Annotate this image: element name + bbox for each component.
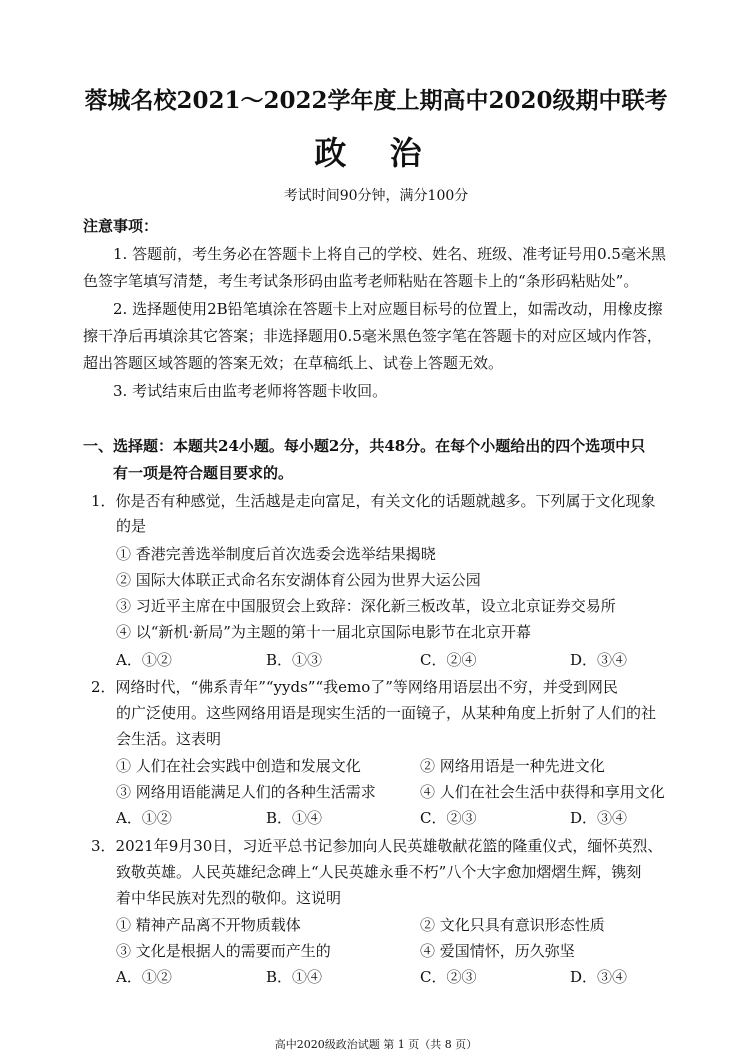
question-item: ② 文化只具有意识形态性质 [420, 916, 605, 934]
question-stem: 着中华民族对先烈的敬仰。这说明 [116, 889, 342, 907]
notice-line: 2. 选择题使用2B铅笔填涂在答题卡上对应题目标号的位置上，如需改动，用橡皮擦 [113, 300, 663, 318]
notice-line: 超出答题区域答题的答案无效；在草稿纸上、试卷上答题无效。 [83, 354, 504, 372]
question-stem: 会生活。这表明 [116, 730, 222, 748]
question-item: ③ 网络用语能满足人们的各种生活需求 [116, 783, 376, 801]
choice-a: A．①② [116, 651, 172, 669]
question-item: ③ 习近平主席在中国服贸会上致辞：深化新三板改革，设立北京证券交易所 [116, 597, 616, 615]
page-footer: 高中2020级政治试题 第 1 页（共 8 页） [274, 1038, 478, 1051]
question-item: ② 国际大体联正式命名东安湖体育公园为世界大运公园 [116, 571, 481, 589]
choice-b: B．①③ [266, 651, 323, 669]
exam-title: 蓉城名校2021～2022学年度上期高中2020级期中联考 [84, 87, 668, 114]
choice-c: C．②③ [420, 968, 477, 986]
exam-time-info: 考试时间90分钟，满分100分 [283, 188, 469, 204]
choice-d: D．③④ [570, 809, 628, 827]
choice-a: A．①② [116, 809, 172, 827]
question-stem: 2．网络时代，“佛系青年”“yyds”“我emo了”等网络用语层出不穷，并受到网民 [91, 678, 618, 696]
question-item: ① 香港完善选举制度后首次选委会选举结果揭晓 [116, 545, 436, 563]
choice-c: C．②③ [420, 809, 477, 827]
question-item: ④ 人们在社会生活中获得和享用文化 [420, 783, 665, 801]
choice-d: D．③④ [570, 651, 628, 669]
question-item: ④ 爱国情怀，历久弥坚 [420, 942, 575, 960]
question-stem: 的广泛使用。这些网络用语是现实生活的一面镜子，从某种角度上折射了人们的社 [116, 704, 657, 722]
question-item: ③ 文化是根据人的需要而产生的 [116, 942, 331, 960]
question-stem: 3．2021年9月30日，习近平总书记参加向人民英雄敬献花篮的隆重仪式，缅怀英烈、 [91, 837, 663, 855]
choice-d: D．③④ [570, 968, 628, 986]
question-item: ② 网络用语是一种先进文化 [420, 757, 605, 775]
choice-c: C．②④ [420, 651, 477, 669]
notice-line: 3. 考试结束后由监考老师将答题卡收回。 [113, 382, 388, 400]
notice-line: 1. 答题前，考生务必在答题卡上将自己的学校、姓名、班级、准考证号用0.5毫米黑 [113, 245, 666, 263]
section-heading: 一、选择题：本题共24小题。每小题2分，共48分。在每个小题给出的四个选项中只 [83, 437, 646, 455]
question-stem: 1．你是否有种感觉，生活越是走向富足，有关文化的话题就越多。下列属于文化现象 [91, 492, 656, 510]
notice-line: 色签字笔填写清楚，考生考试条形码由监考老师粘贴在答题卡上的“条形码粘贴处”。 [83, 272, 639, 290]
notice-heading: 注意事项： [83, 217, 159, 235]
choice-a: A．①② [116, 968, 172, 986]
question-item: ④ 以“新机·新局”为主题的第十一届北京国际电影节在北京开幕 [116, 623, 531, 641]
question-item: ① 人们在社会实践中创造和发展文化 [116, 757, 361, 775]
notice-line: 擦干净后再填涂其它答案；非选择题用0.5毫米黑色签字笔在答题卡的对应区域内作答， [83, 327, 662, 345]
choice-b: B．①④ [266, 968, 323, 986]
question-item: ① 精神产品离不开物质载体 [116, 916, 301, 934]
section-heading: 有一项是符合题目要求的。 [113, 464, 294, 482]
choice-b: B．①④ [266, 809, 323, 827]
question-stem: 致敬英雄。人民英雄纪念碑上“人民英雄永垂不朽”八个大字愈加熠熠生辉，镌刻 [116, 863, 642, 881]
subject-title: 政 治 [314, 134, 438, 172]
question-stem: 的是 [116, 517, 147, 535]
